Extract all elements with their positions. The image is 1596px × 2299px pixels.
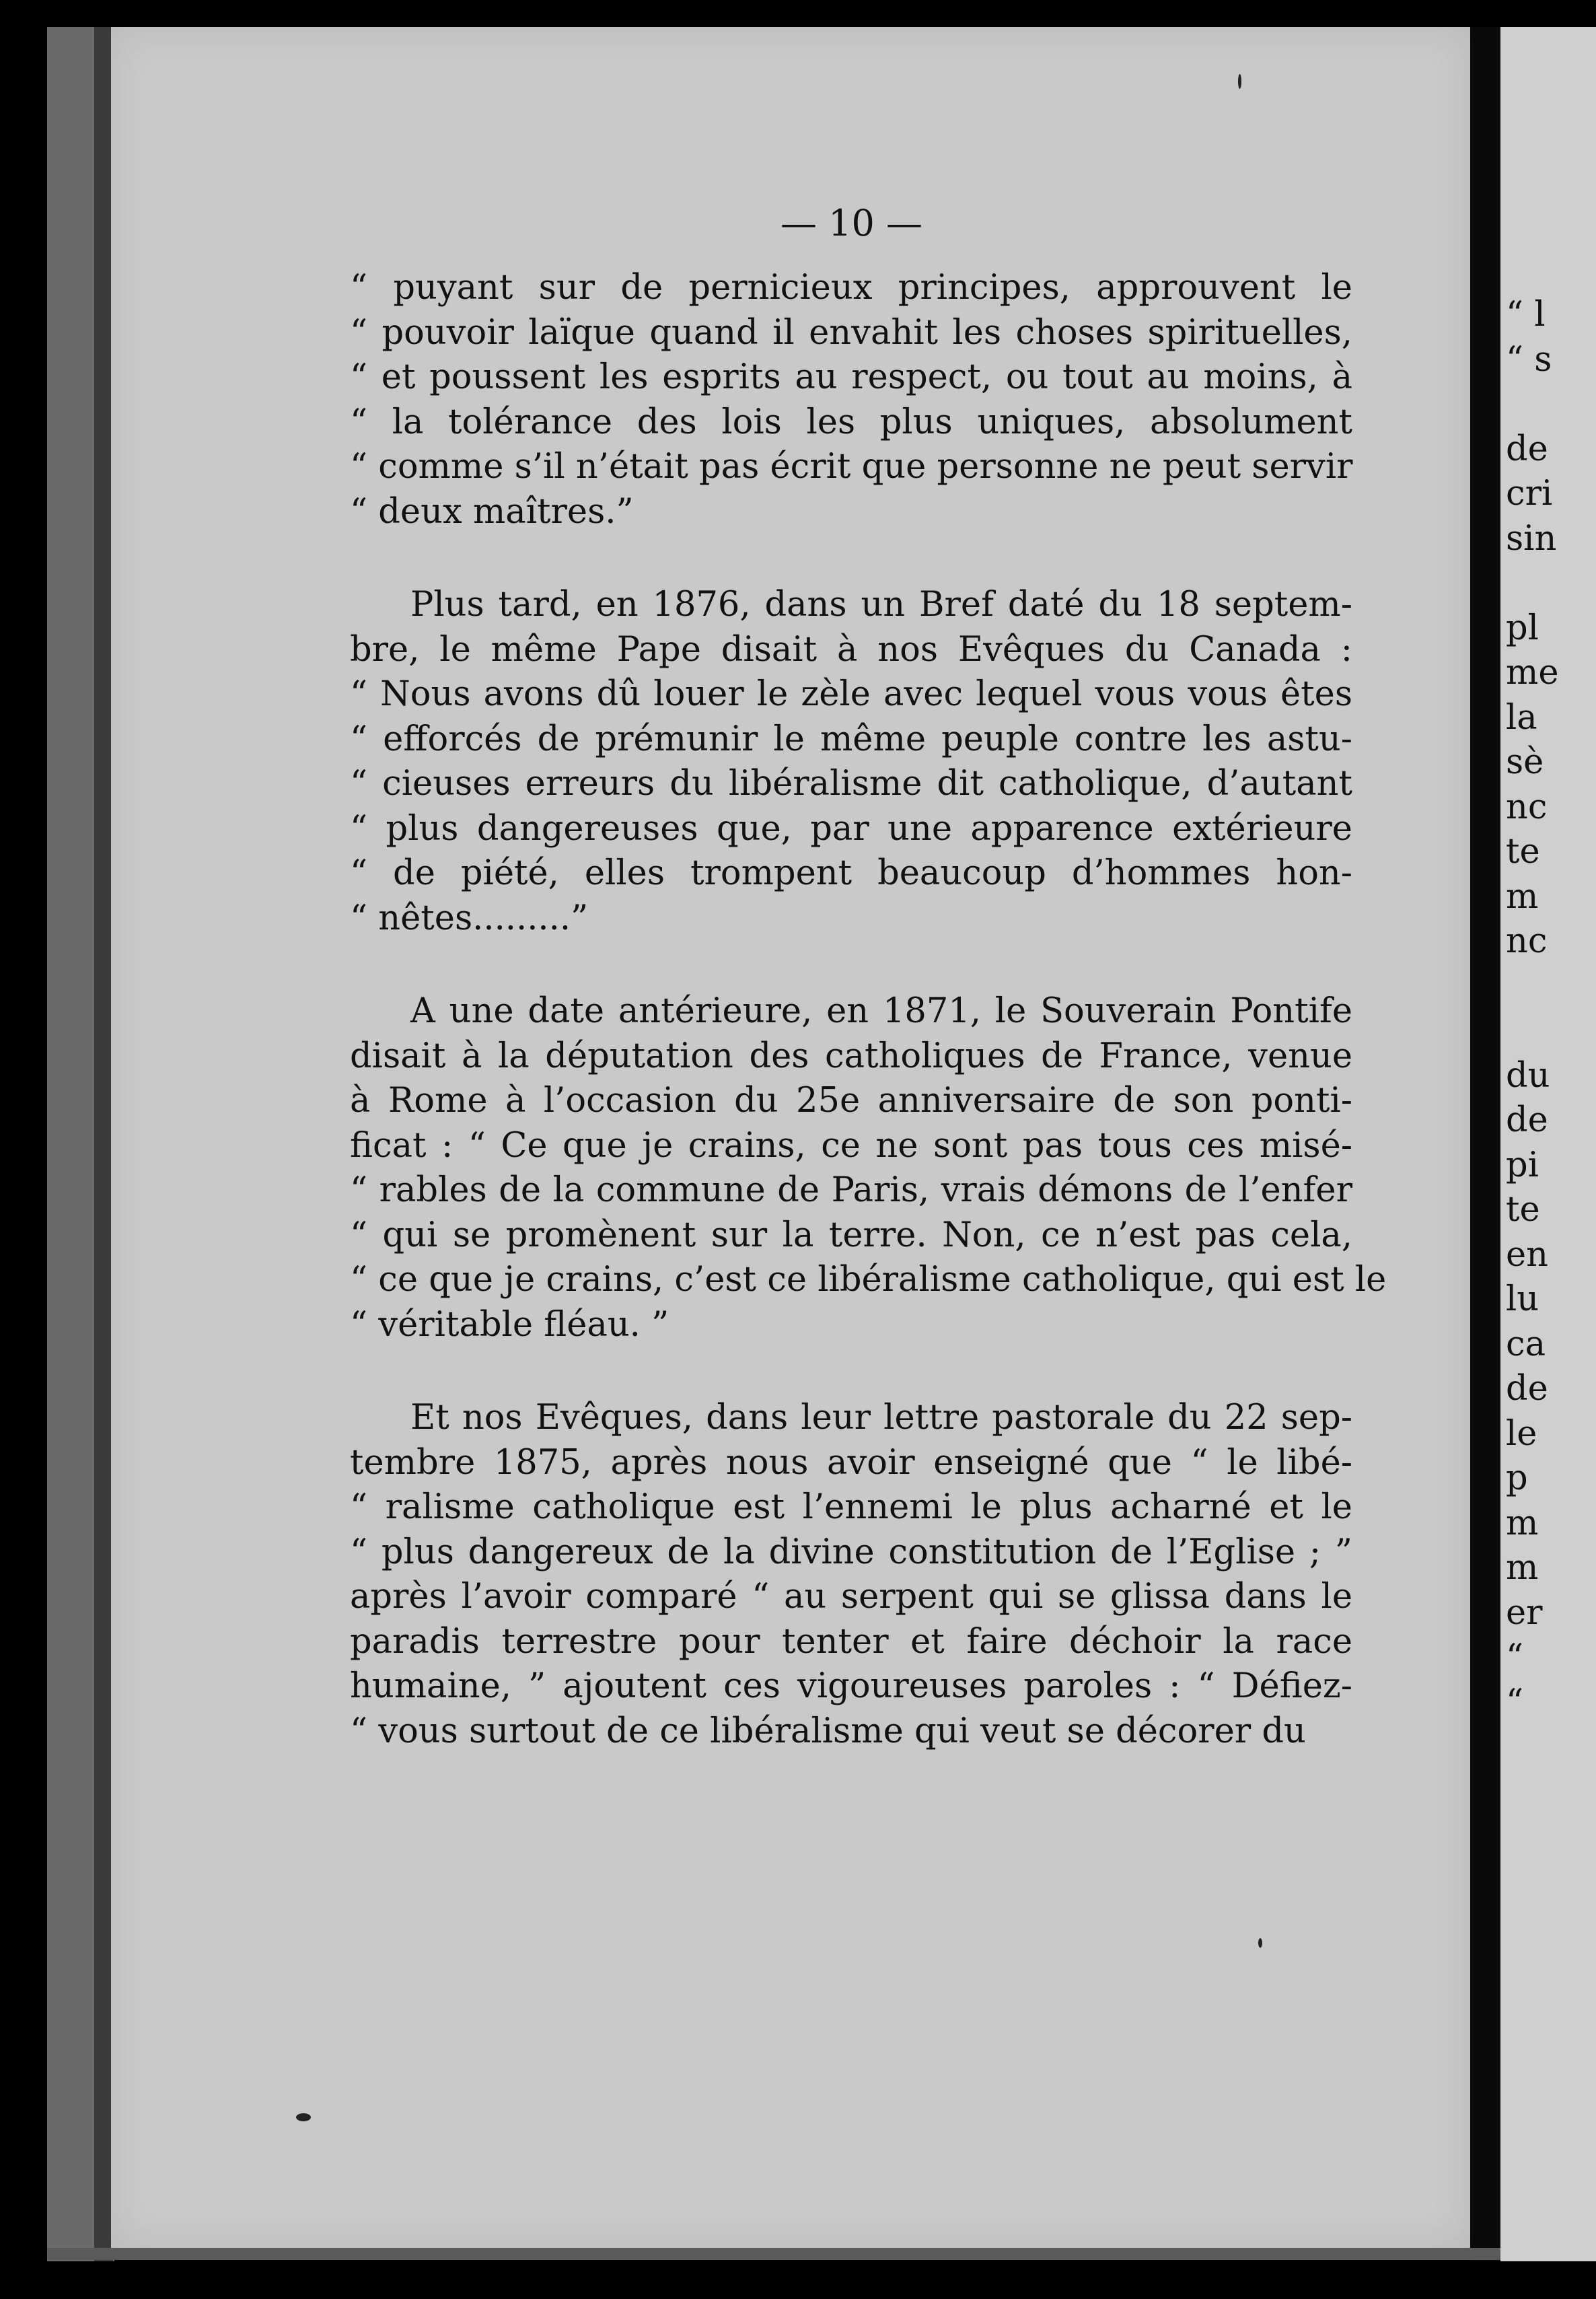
- text-line: “ plus dangereux de la divine constitution de l’Eglise ; ”: [350, 1532, 1352, 1572]
- text-line: A une date antérieure, en 1871, le Souverain Pontife: [410, 991, 1352, 1031]
- next-page-fragments: “ l “ s de cri sin pl me la sè nc te m nc du de pi te en lu ca de le p m m er “ “: [1506, 295, 1559, 1722]
- text-line: bre, le même Pape disait à nos Evêques du Canada :: [350, 629, 1352, 670]
- text-line: disait à la députation des catholiques de France, venue: [350, 1036, 1352, 1076]
- text-line: “ vous surtout de ce libéralisme qui veut se décorer du: [350, 1711, 1306, 1751]
- text-line: humaine, ” ajoutent ces vigoureuses paroles : “ Défiez-: [350, 1666, 1352, 1706]
- text-line: après l’avoir comparé “ au serpent qui se glissa dans le: [350, 1577, 1352, 1617]
- next-page-edge: [1500, 27, 1596, 2261]
- text-line: “ véritable fléau. ”: [350, 1304, 669, 1345]
- text-line: “ cieuses erreurs du libéralisme dit catholique, d’autant: [350, 764, 1352, 804]
- text-line: “ de piété, elles trompent beaucoup d’hommes hon-: [350, 853, 1352, 893]
- text-line: ficat : “ Ce que je crains, ce ne sont pas tous ces misé-: [350, 1125, 1352, 1166]
- text-line: “ ralisme catholique est l’ennemi le plus acharné et le: [350, 1487, 1352, 1527]
- text-line: “ comme s’il n’était pas écrit que personne ne peut servir: [350, 447, 1353, 487]
- text-line: “ pouvoir laïque quand il envahit les choses spirituelles,: [350, 312, 1352, 353]
- paragraph: [350, 583, 1352, 941]
- paragraph: [350, 989, 1387, 1347]
- binding-shadow: [94, 27, 113, 2261]
- scan-speck: [1238, 74, 1241, 89]
- page-gutter: [1470, 27, 1500, 2261]
- text-line: tembre 1875, après nous avoir enseigné que “ le libé-: [350, 1442, 1352, 1483]
- paragraph: [350, 1396, 1352, 1754]
- text-line: “ rables de la commune de Paris, vrais démons de l’enfer: [350, 1170, 1352, 1210]
- text-line: “ ce que je crains, c’est ce libéralisme catholique, qui est le: [350, 1260, 1387, 1300]
- bottom-edge: [47, 2248, 1500, 2260]
- scan-speck: [1258, 1938, 1262, 1948]
- text-line: “ puyant sur de pernicieux principes, approuvent le: [350, 268, 1352, 308]
- page-number: — 10 —: [781, 202, 923, 244]
- text-line: “ plus dangereuses que, par une apparence extérieure: [350, 808, 1352, 849]
- text-line: à Rome à l’occasion du 25e anniversaire de son ponti-: [350, 1081, 1352, 1121]
- text-line: “ deux maîtres.”: [350, 491, 634, 532]
- text-line: “ efforcés de prémunir le même peuple contre les astu-: [350, 719, 1352, 759]
- paragraph: [350, 266, 1352, 534]
- scan-speck: [296, 2113, 311, 2121]
- text-line: “ et poussent les esprits au respect, ou tout au moins, à: [350, 357, 1352, 397]
- text-line: Plus tard, en 1876, dans un Bref daté du 18 septem-: [410, 585, 1352, 625]
- text-line: “ nêtes.........”: [350, 898, 589, 938]
- text-line: paradis terrestre pour tenter et faire déchoir la race: [350, 1621, 1352, 1662]
- body-text: [350, 266, 1387, 1754]
- text-line: Et nos Evêques, dans leur lettre pastorale du 22 sep-: [410, 1398, 1352, 1438]
- text-line: “ Nous avons dû louer le zèle avec lequel vous vous êtes: [350, 674, 1352, 714]
- text-line: “ qui se promènent sur la terre. Non, ce n’est pas cela,: [350, 1215, 1352, 1255]
- text-line: “ la tolérance des lois les plus uniques, absolument: [350, 402, 1352, 442]
